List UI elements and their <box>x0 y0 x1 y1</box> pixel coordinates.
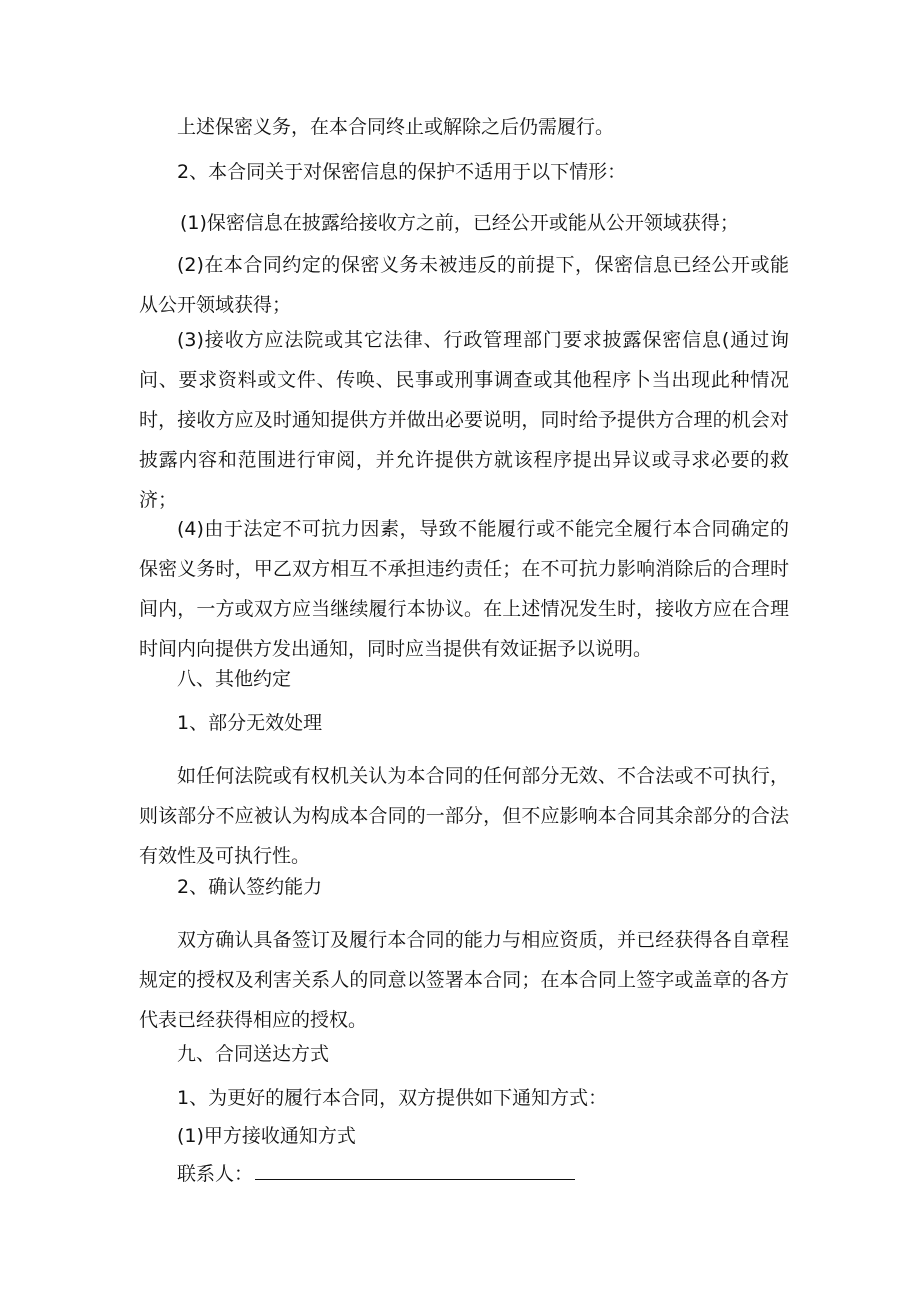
exception-item-1: (1)保密信息在披露给接收方之前，已经公开或能从公开领域获得； <box>180 212 739 234</box>
party-a-notice-heading: (1)甲方接收通知方式 <box>177 1125 356 1147</box>
clause-2-heading: 2、本合同关于对保密信息的保护不适用于以下情形： <box>177 161 627 183</box>
exception-item-3: (3)接收方应法院或其它法律、行政管理部门要求披露保密信息(通过询问、要求资料或文件、传唤、民事或刑事调查或其他程序卜当出现此种情况时，接收方应及时通知提供方并做出必要说明，同时给予提供方合理的机会对披露内容和范围进行审阅，并允许提供方就该程序提出异议或寻求必要的救济； <box>139 329 789 511</box>
paragraph-confidentiality-continuation: 上述保密义务，在本合同终止或解除之后仍需履行。 <box>177 116 615 138</box>
section-8-item-2-heading: 2、确认签约能力 <box>177 876 323 898</box>
signing-capacity-paragraph: 双方确认具备签订及履行本合同的能力与相应资质，并已经获得各自章程规定的授权及利害关系人的同意以签署本合同；在本合同上签字或盖章的各方代表已经获得相应的授权。 <box>139 929 789 1031</box>
exception-item-2: (2)在本合同约定的保密义务未被违反的前提下，保密信息已经公开或能从公开领域获得； <box>139 254 789 316</box>
section-8-heading: 八、其他约定 <box>177 668 292 690</box>
section-8-item-1-heading: 1、部分无效处理 <box>177 712 323 734</box>
contact-person-blank-line <box>255 1155 575 1180</box>
contact-person-row <box>177 1154 575 1194</box>
notice-methods-heading: 1、为更好的履行本合同，双方提供如下通知方式： <box>177 1087 608 1109</box>
section-9-heading: 九、合同送达方式 <box>177 1043 330 1065</box>
exception-item-4: (4)由于法定不可抗力因素，导致不能履行或不能完全履行本合同确定的保密义务时，甲乙双方相互不承担违约责任；在不可抗力影响消除后的合理时间内，一方或双方应当继续履行本协议。在上述情况发生时，接收方应在合理时间内向提供方发出通知，同时应当提供有效证据予以说明。 <box>139 518 789 660</box>
contact-person-label: 联系人： <box>177 1163 254 1185</box>
partial-invalidity-paragraph: 如任何法院或有权机关认为本合同的任何部分无效、不合法或不可执行，则该部分不应被认为构成本合同的一部分，但不应影响本合同其余部分的合法有效性及可执行性。 <box>139 765 789 867</box>
